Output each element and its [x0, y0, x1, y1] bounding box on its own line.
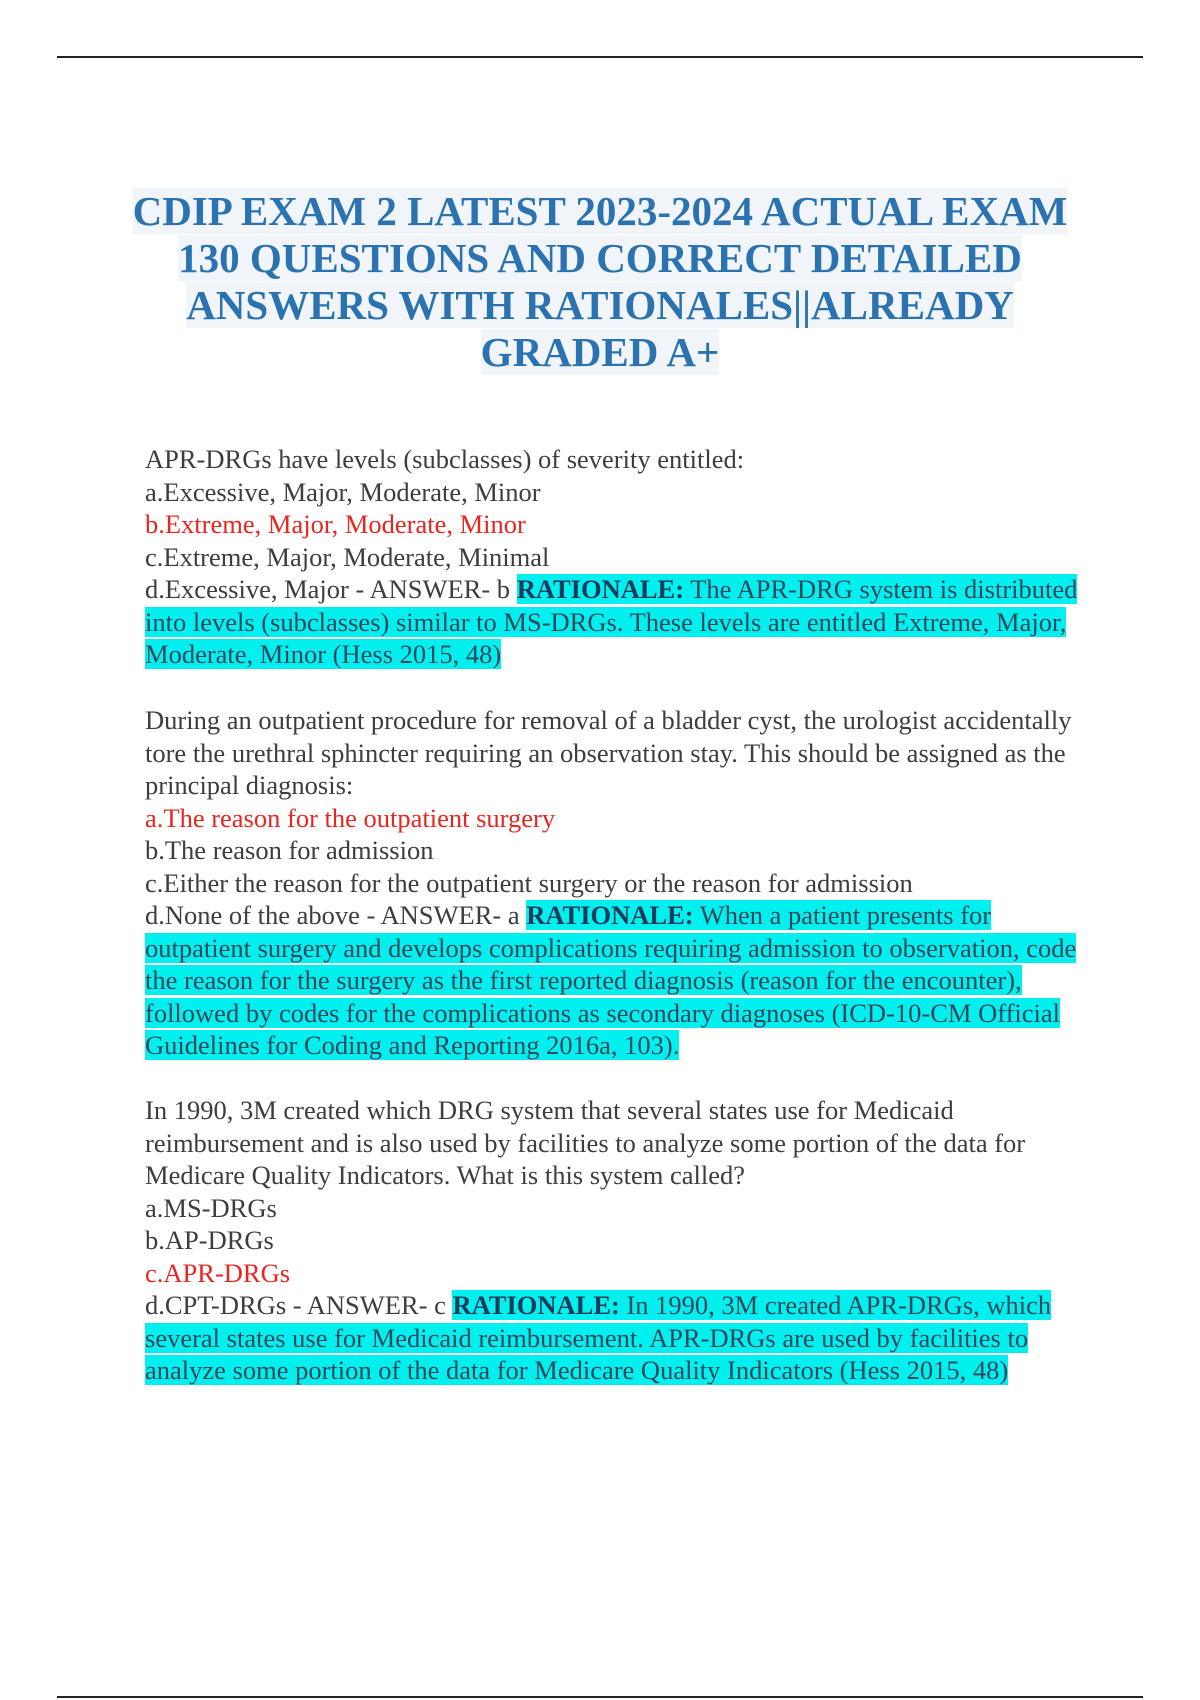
rationale-text: The APR-DRG system is distributed into levels (subclasses) similar to MS-DRGs. These levels are entitled Extreme, Major, Moderate, Minor (Hess 2015, 48) [145, 574, 1078, 669]
option-d: d.CPT-DRGs - ANSWER- c [145, 1290, 446, 1320]
option-a: a.Excessive, Major, Moderate, Minor [145, 476, 541, 507]
option-d-and-rationale [145, 1289, 1085, 1387]
rationale-text: When a patient presents for outpatient surgery and develops complications requiring admission to observation, code the reason for the surgery as the first reported diagnosis (reason for the encounter), followed by codes for the complications as secondary diagnoses (ICD-10-CM Official Guidelines for Coding and Reporting 2016a, 103). [145, 900, 1077, 1060]
document-title-text: CDIP EXAM 2 LATEST 2023-2024 ACTUAL EXAM 130 QUESTIONS AND CORRECT DETAILED ANSWERS WITH RATIONALES||ALREADY GRADED A+ [132, 188, 1068, 375]
option-c: c.Extreme, Major, Moderate, Minimal [145, 541, 550, 572]
question-stem: APR-DRGs have levels (subclasses) of severity entitled: [145, 444, 745, 474]
option-d-and-rationale [145, 899, 1085, 1062]
question-block-3 [145, 1094, 1085, 1387]
document-title [120, 188, 1080, 376]
rationale-label: RATIONALE: [516, 574, 685, 604]
option-c: c.Either the reason for the outpatient surgery or the reason for admission [145, 867, 913, 898]
option-d: d.Excessive, Major - ANSWER- b [145, 574, 511, 604]
question-stem: In 1990, 3M created which DRG system that several states use for Medicaid reimbursement and is also used by facilities to analyze some portion of the data for Medicare Quality Indicators. What is this system called? [145, 1095, 1026, 1190]
rationale-text: In 1990, 3M created APR-DRGs, which several states use for Medicaid reimbursement. APR-DRGs are used by facilities to analyze some portion of the data for Medicare Quality Indicators (Hess 2015, 48) [145, 1290, 1052, 1385]
option-d: d.None of the above - ANSWER- a [145, 900, 520, 930]
option-a: a.MS-DRGs [145, 1192, 277, 1223]
bottom-rule [57, 1696, 1143, 1698]
option-b: b.The reason for admission [145, 835, 434, 865]
option-a-correct: a.The reason for the outpatient surgery [145, 802, 556, 833]
option-b-correct: b.Extreme, Major, Moderate, Minor [145, 509, 526, 539]
rationale-label: RATIONALE: [526, 900, 694, 930]
option-b: b.AP-DRGs [145, 1225, 274, 1255]
question-block-2 [145, 704, 1085, 1062]
option-c-correct: c.APR-DRGs [145, 1257, 291, 1288]
top-rule [57, 56, 1143, 58]
rationale-label: RATIONALE: [452, 1290, 620, 1320]
question-block-1 [145, 443, 1085, 671]
question-stem: During an outpatient procedure for removal of a bladder cyst, the urologist accidentally tore the urethral sphincter requiring an observation stay. This should be assigned as the principal diagnosis: [145, 705, 1072, 800]
option-d-and-rationale [145, 573, 1085, 671]
